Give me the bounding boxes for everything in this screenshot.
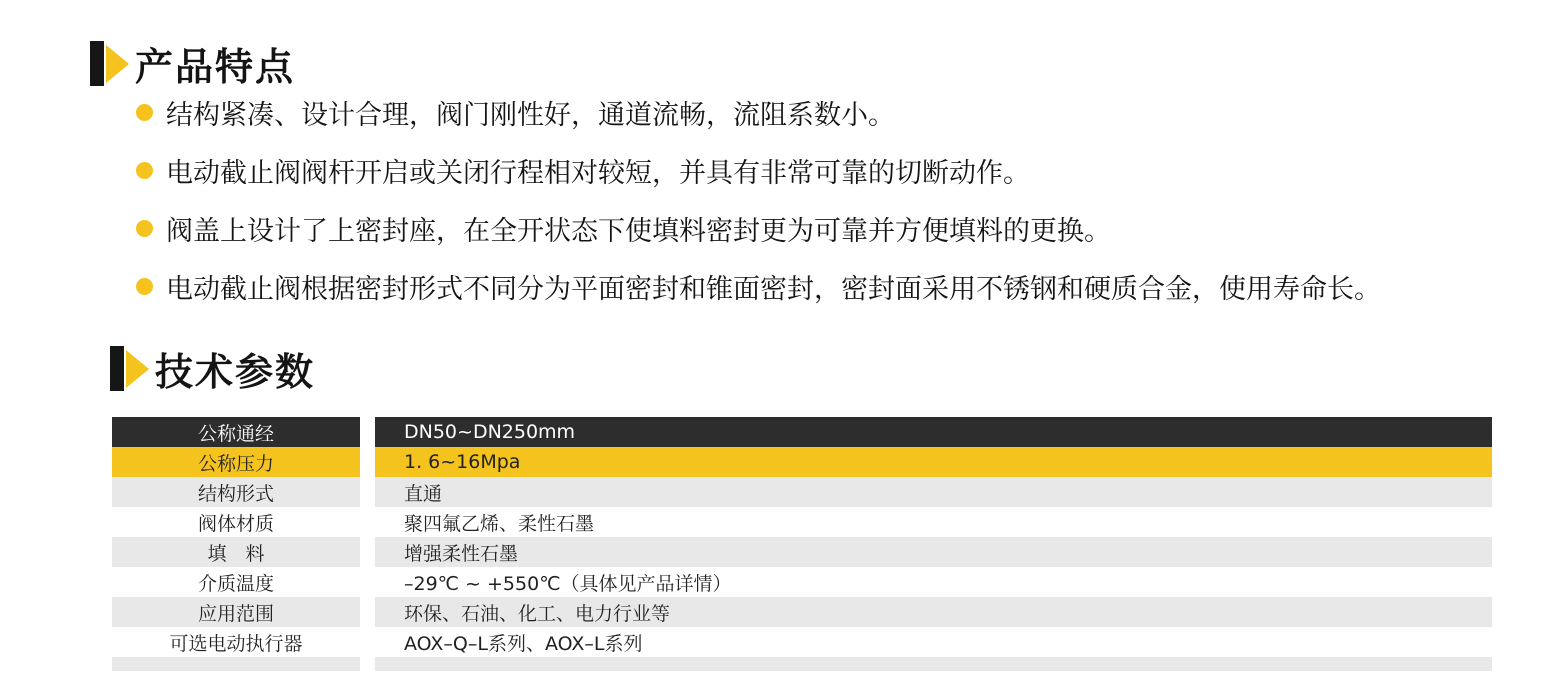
spec-table-row xyxy=(112,537,1492,567)
spec-row-label: 结构形式 xyxy=(112,477,360,507)
bullet-dot-icon xyxy=(136,278,153,295)
column-gap xyxy=(360,597,375,627)
specs-table xyxy=(112,417,1492,671)
spec-table-row xyxy=(112,597,1492,627)
spec-row-value: DN50~DN250mm xyxy=(375,417,1492,447)
header-bar-mark xyxy=(110,346,124,391)
column-gap xyxy=(360,567,375,597)
spec-table-row xyxy=(112,417,1492,447)
specs-section-header xyxy=(110,341,315,396)
spec-row-value xyxy=(375,657,1492,671)
feature-bullet-item xyxy=(136,271,1381,305)
bullet-dot-icon xyxy=(136,220,153,237)
spec-row-value: 1. 6~16Mpa xyxy=(375,447,1492,477)
spec-row-label: 填 料 xyxy=(112,537,360,567)
bullet-dot-icon xyxy=(136,104,153,121)
spec-row-label: 阀体材质 xyxy=(112,507,360,537)
spec-row-value: 增强柔性石墨 xyxy=(375,537,1492,567)
features-section-title: 产品特点 xyxy=(135,45,296,89)
bullet-dot-icon xyxy=(136,162,153,179)
feature-bullet-text: 阀盖上设计了上密封座，在全开状态下使填料密封更为可靠并方便填料的更换。 xyxy=(166,215,1111,247)
column-gap xyxy=(360,507,375,537)
feature-bullet-text: 电动截止阀根据密封形式不同分为平面密封和锥面密封，密封面采用不锈钢和硬质合金，使用寿命长。 xyxy=(166,273,1381,305)
column-gap xyxy=(360,657,375,671)
header-arrow-icon xyxy=(106,45,129,83)
header-arrow-icon xyxy=(126,350,149,388)
spec-row-label: 公称压力 xyxy=(112,447,360,477)
column-gap xyxy=(360,477,375,507)
spec-row-value: 聚四氟乙烯、柔性石墨 xyxy=(375,507,1492,537)
spec-row-label xyxy=(112,657,360,671)
spec-row-label: 公称通经 xyxy=(112,417,360,447)
column-gap xyxy=(360,417,375,447)
spec-table-row xyxy=(112,567,1492,597)
features-section-header xyxy=(90,36,295,91)
spec-row-label: 应用范围 xyxy=(112,597,360,627)
header-bar-mark xyxy=(90,41,104,86)
feature-bullet-item xyxy=(136,97,1381,131)
spec-row-label: 介质温度 xyxy=(112,567,360,597)
spec-table-row xyxy=(112,627,1492,657)
spec-table-row-partial xyxy=(112,657,1492,671)
spec-row-value: 直通 xyxy=(375,477,1492,507)
feature-bullet-item xyxy=(136,155,1381,189)
spec-table-row xyxy=(112,507,1492,537)
spec-table-row xyxy=(112,477,1492,507)
spec-table-row xyxy=(112,447,1492,477)
spec-row-value: 环保、石油、化工、电力行业等 xyxy=(375,597,1492,627)
feature-bullet-list xyxy=(136,97,1381,329)
feature-bullet-text: 电动截止阀阀杆开启或关闭行程相对较短，并具有非常可靠的切断动作。 xyxy=(166,157,1030,189)
column-gap xyxy=(360,447,375,477)
spec-row-label: 可选电动执行器 xyxy=(112,627,360,657)
feature-bullet-item xyxy=(136,213,1381,247)
spec-row-value: –29℃ ~ +550℃（具体见产品详情） xyxy=(375,567,1492,597)
feature-bullet-text: 结构紧凑、设计合理，阀门刚性好，通道流畅，流阻系数小。 xyxy=(166,99,895,131)
spec-row-value: AOX–Q–L系列、AOX–L系列 xyxy=(375,627,1492,657)
column-gap xyxy=(360,627,375,657)
column-gap xyxy=(360,537,375,567)
specs-section-title: 技术参数 xyxy=(155,350,316,394)
